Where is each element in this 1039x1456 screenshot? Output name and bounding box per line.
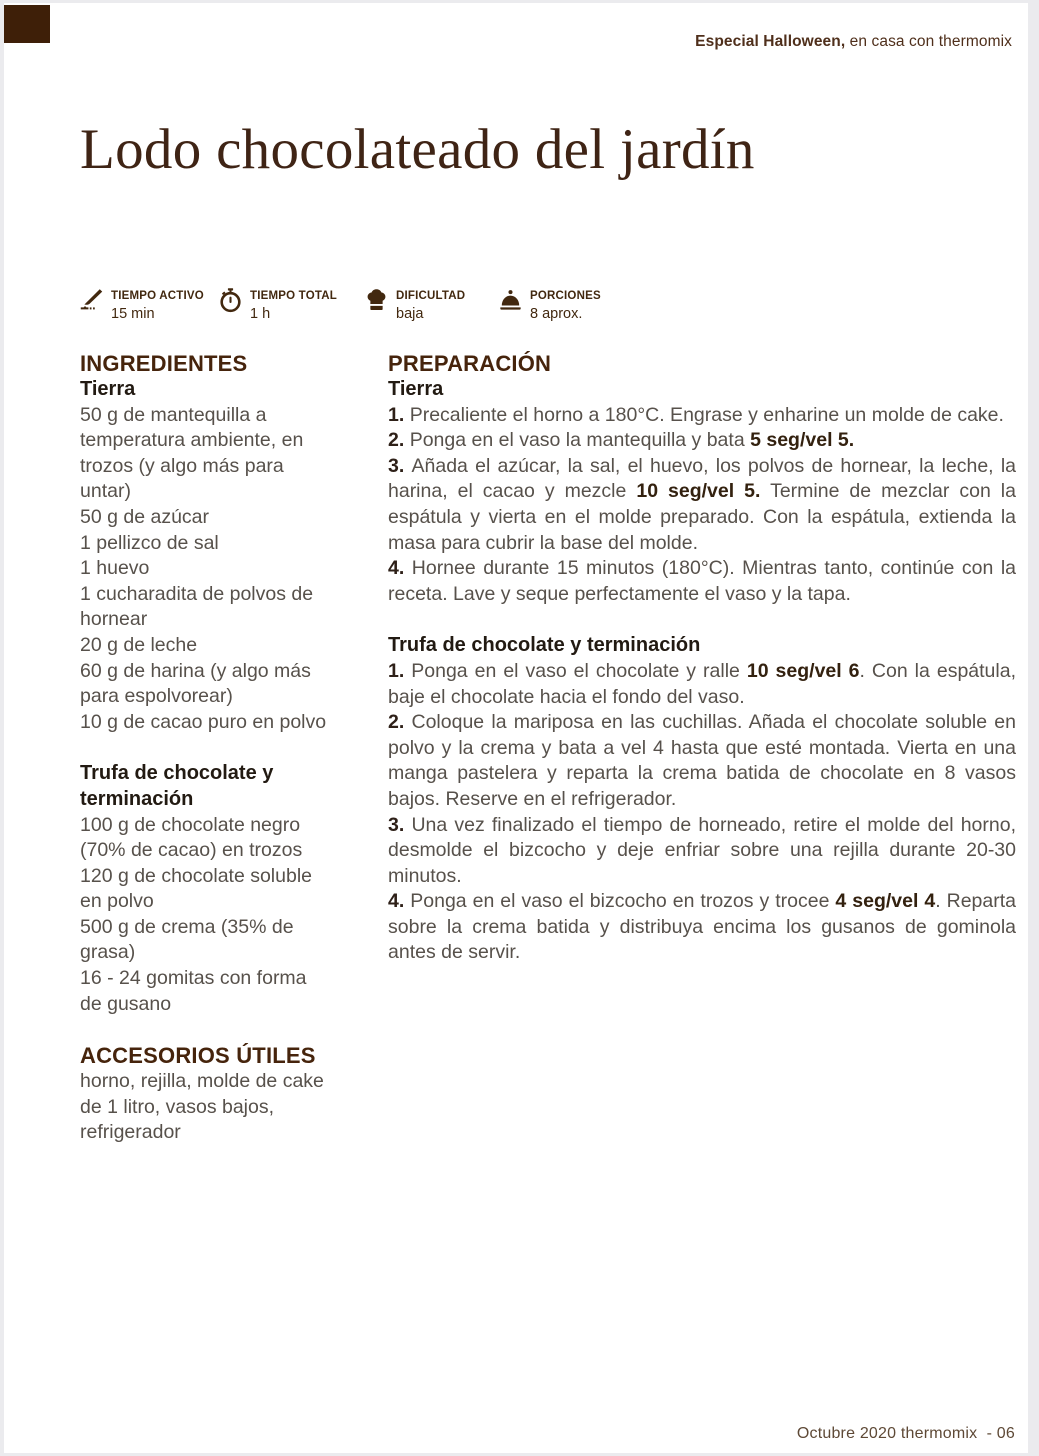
step-number: 3. [388, 813, 412, 836]
header-issue-title: Especial Halloween, [695, 33, 846, 50]
meta-value: 15 min [111, 306, 155, 322]
ingredient-list [80, 403, 328, 736]
stopwatch-icon [219, 287, 242, 314]
meta-row [80, 287, 601, 322]
knife-icon [80, 287, 103, 314]
content-columns [80, 351, 1016, 1146]
step-text: Termine de mezclar con la espátula y vierta en el molde preparado. Con la espátula, extienda la masa para cubrir la base del molde. [388, 480, 1016, 554]
step-setting-bold: 10 seg/vel 5. [636, 480, 761, 503]
page-header [695, 33, 1012, 51]
meta-item [80, 287, 219, 322]
preparation-step [388, 659, 1016, 710]
step-number: 2. [388, 429, 410, 452]
step-text: Precaliente el horno a 180°C. Engrase y enharine un molde de cake. [409, 403, 1004, 426]
ingredient-item: 10 g de cacao puro en polvo [80, 710, 327, 733]
accessories-block [80, 1043, 328, 1146]
meta-label: TIEMPO ACTIVO [111, 290, 204, 302]
cloche-icon [499, 287, 522, 314]
ingredient-item: 1 cucharadita de polvos de hornear [80, 582, 314, 631]
ingredients-heading: INGREDIENTES [80, 351, 248, 376]
step-text: Añada el azúcar, la sal, el huevo, los polvos de hornear, la leche, la harina, el cacao y mezcle [388, 454, 1016, 503]
meta-label: PORCIONES [530, 290, 601, 302]
step-number: 4. [388, 557, 412, 580]
chef-hat-icon [365, 287, 388, 314]
step-text: . Reparta sobre la crema batida y distribuya encima los gusanos de gominola antes de servir. [388, 890, 1016, 964]
accessories-text: horno, rejilla, molde de cake de 1 litro, vasos bajos, refrigerador [80, 1070, 324, 1144]
step-number: 3. [388, 454, 412, 477]
meta-value: baja [396, 306, 424, 322]
preparation-sections [388, 377, 1016, 966]
ingredient-item: 20 g de leche [80, 633, 198, 656]
ingredient-section [80, 377, 328, 735]
page-footer: Octubre 2020 thermomix - 06 [796, 1425, 1015, 1442]
preparation-section [388, 377, 1016, 607]
step-text: Una vez finalizado el tiempo de horneado, retire el molde del horno, desmolde el bizcocho y deje enfriar sobre una rejilla durante 20-30 minutos. [388, 813, 1016, 887]
ingredient-item: 1 huevo [80, 557, 150, 580]
preparation-step [388, 556, 1016, 607]
accessories-heading: ACCESORIOS ÚTILES [80, 1043, 316, 1069]
ingredient-item: 50 g de mantequilla a temperatura ambiente, en trozos (y algo más para untar) [80, 403, 304, 503]
step-text: Hornee durante 15 minutos (180°C). Mientras tanto, continúe con la receta. Lave y seque perfectamente el vaso y la tapa. [388, 557, 1016, 605]
ingredient-section [80, 761, 328, 1017]
meta-label: TIEMPO TOTAL [250, 290, 337, 302]
step-text: Ponga en el vaso el bizcocho en trozos y trocee [410, 890, 836, 913]
ingredient-list [80, 813, 328, 1018]
step-setting-bold: 5 seg/vel 5. [750, 429, 855, 452]
preparation-subheading: Tierra [388, 378, 444, 400]
meta-value: 8 aprox. [530, 306, 583, 322]
step-number: 2. [388, 711, 412, 734]
step-text: Ponga en el vaso la mantequilla y bata [409, 429, 751, 452]
preparation-step [388, 813, 1016, 890]
ingredient-item: 50 g de azúcar [80, 505, 210, 528]
step-setting-bold: 4 seg/vel 4 [835, 890, 936, 913]
ingredient-item: 1 pellizco de sal [80, 531, 219, 554]
preparation-step [388, 454, 1016, 556]
header-issue-subtitle: en casa con thermomix [845, 33, 1012, 50]
step-text: Coloque la mariposa en las cuchillas. Añada el chocolate soluble en polvo y la crema y bata a vel 4 hasta que esté montada. Vierta en una manga pastelera y reparta la crema batida de chocolate en 8 vasos bajos. Reserve en el refrigerador. [388, 711, 1016, 810]
recipe-title: Lodo chocolateado del jardín [80, 118, 755, 181]
ingredient-item: 60 g de harina (y algo más para espolvorear) [80, 659, 311, 708]
ingredients-column [80, 351, 328, 1146]
preparation-subheading: Trufa de chocolate y terminación [388, 634, 701, 657]
ingredient-item: 500 g de crema (35% de grasa) [80, 915, 294, 964]
ingredients-sections [80, 377, 328, 1017]
step-number: 1. [388, 403, 410, 426]
preparation-steps [388, 659, 1016, 966]
preparation-step [388, 889, 1016, 966]
preparation-step [388, 403, 1016, 429]
ingredient-subheading: Trufa de chocolate y terminación [80, 762, 274, 810]
brand-corner-square [4, 5, 50, 43]
meta-item [365, 287, 499, 322]
meta-label: DIFICULTAD [396, 290, 466, 302]
preparation-step [388, 428, 1016, 454]
preparation-heading: PREPARACIÓN [388, 351, 552, 376]
meta-item [499, 287, 601, 322]
ingredient-item: 100 g de chocolate negro (70% de cacao) en trozos [80, 813, 303, 862]
step-number: 4. [388, 890, 411, 913]
ingredient-item: 16 - 24 gomitas con forma de gusano [80, 967, 307, 1015]
ingredient-subheading: Tierra [80, 378, 136, 400]
preparation-steps [388, 403, 1016, 608]
step-number: 1. [388, 659, 412, 682]
ingredient-item: 120 g de chocolate soluble en polvo [80, 864, 313, 913]
meta-item [219, 287, 365, 322]
preparation-section [388, 633, 1016, 966]
step-text: Ponga en el vaso el chocolate y ralle [411, 659, 747, 682]
step-text: . Con la espátula, baje el chocolate hacia el fondo del vaso. [388, 659, 1016, 708]
preparation-column [388, 351, 1016, 1146]
step-setting-bold: 10 seg/vel 6 [746, 659, 860, 682]
preparation-step [388, 710, 1016, 812]
meta-value: 1 h [250, 306, 271, 322]
recipe-page [4, 3, 1028, 1453]
